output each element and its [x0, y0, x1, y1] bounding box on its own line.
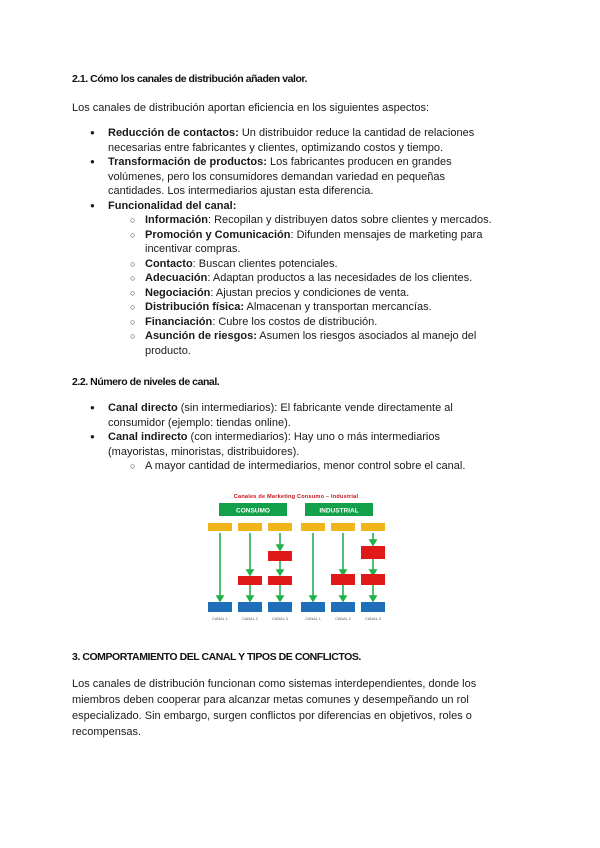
- customer-box: [331, 602, 355, 612]
- intermediary-box: [268, 576, 292, 585]
- list-item: ● Canal directo (sin intermediarios): El fabricante vende directamente al consumidor (ejemplo: tiendas online).: [90, 401, 500, 430]
- arrow-head: [247, 596, 253, 601]
- arrow-head: [217, 596, 223, 601]
- customer-box: [268, 602, 292, 612]
- list-item: ● Funcionalidad del canal: ○ Información: Recopilan y distribuyen datos sobre clientes y mercados. ○ Promoción y Comunicación: Difunden mensajes de marketing para incentivar compras. ○ Contacto: Buscan clientes potenciales. ○ Adecuación: Adaptan productos a las necesidades de los clientes. ○ Negociación: Ajustan precios y condiciones de venta. ○ Distribución física: Almacenan y transportan mercancías. ○ Financiación: Cubre los costos de distribución. ○ Asunción de riesgos: Asumen los riesgos asociados al manejo del producto.: [90, 199, 500, 359]
- channel-levels-list: [90, 401, 500, 474]
- list-item: ○ Negociación: Ajustan precios y condiciones de venta.: [130, 286, 500, 301]
- arrow-head: [310, 596, 316, 601]
- list-item: ● Reducción de contactos: Un distribuidor reduce la cantidad de relaciones necesarias entre fabricantes y clientes, optimizando costos y tiempo.: [90, 126, 500, 155]
- section-3-heading: 3. COMPORTAMIENTO DEL CANAL Y TIPOS DE CONFLICTOS.: [72, 651, 361, 663]
- section-2-1-heading: 2.1. Cómo los canales de distribución añaden valor.: [72, 73, 307, 85]
- intermediary-box: [361, 574, 385, 585]
- arrow-head: [277, 596, 283, 601]
- list-item: ○ Financiación: Cubre los costos de distribución.: [130, 315, 500, 330]
- customer-box: [208, 602, 232, 612]
- arrow-head: [247, 570, 253, 575]
- diagram-title: Canales de Marketing Consumo – Industrial: [233, 494, 359, 500]
- producer-box: [268, 523, 292, 531]
- section-2-2-heading: 2.2. Número de niveles de canal.: [72, 376, 220, 388]
- value-aspects-list: [90, 126, 500, 358]
- customer-box: [238, 602, 262, 612]
- canal-label: CANAL 2: [335, 617, 351, 621]
- list-item: ○ A mayor cantidad de intermediarios, menor control sobre el canal.: [130, 459, 500, 474]
- marketing-channels-diagram: [206, 490, 386, 625]
- arrow-head: [370, 540, 376, 545]
- customer-box: [361, 602, 385, 612]
- canal-label: CANAL 1: [305, 617, 321, 621]
- list-item: ○ Adecuación: Adaptan productos a las necesidades de los clientes.: [130, 271, 500, 286]
- arrow-head: [277, 545, 283, 550]
- consumo-label: CONSUMO: [236, 507, 270, 515]
- arrow-head: [370, 596, 376, 601]
- arrow-head: [277, 570, 283, 575]
- sub-list: [130, 459, 500, 474]
- customer-box: [301, 602, 325, 612]
- arrow-head: [340, 596, 346, 601]
- producer-box: [238, 523, 262, 531]
- channel-functions-list: [130, 213, 500, 358]
- intermediary-box: [268, 551, 292, 561]
- canal-label: CANAL 2: [242, 617, 258, 621]
- list-item: ○ Promoción y Comunicación: Difunden mensajes de marketing para incentivar compras.: [130, 228, 500, 257]
- intermediary-box: [238, 576, 262, 585]
- section-2-1-intro: Los canales de distribución aportan eficiencia en los siguientes aspectos:: [72, 102, 430, 114]
- producer-box: [331, 523, 355, 531]
- canal-label: CANAL 3: [272, 617, 288, 621]
- list-item: ● Transformación de productos: Los fabricantes producen en grandes volúmenes, pero los consumidores demandan variedad en pequeñas cantidades. Los intermediarios ajustan esta diferencia.: [90, 155, 500, 199]
- industrial-label: INDUSTRIAL: [319, 507, 359, 515]
- list-item: ○ Información: Recopilan y distribuyen datos sobre clientes y mercados.: [130, 213, 500, 228]
- producer-box: [361, 523, 385, 531]
- section-3-paragraph: Los canales de distribución funcionan como sistemas interdependientes, donde los miembros deben cooperar para alcanzar metas comunes y desempeñando un rol especializado. Sin embargo, surgen conflictos por diferencias en objetivos, roles o recompensas.: [72, 678, 477, 738]
- producer-box: [208, 523, 232, 531]
- list-item: ● Canal indirecto (con intermediarios): Hay uno o más intermediarios (mayoristas, minoristas, distribuidores). ○ A mayor cantidad de intermediarios, menor control sobre el canal.: [90, 430, 500, 474]
- intermediary-box: [361, 546, 385, 559]
- producer-box: [301, 523, 325, 531]
- intermediary-box: [331, 574, 355, 585]
- list-item: ○ Asunción de riesgos: Asumen los riesgos asociados al manejo del producto.: [130, 329, 500, 358]
- canal-label: CANAL 3: [365, 617, 381, 621]
- canal-label: CANAL 1: [212, 617, 228, 621]
- list-item: ○ Contacto: Buscan clientes potenciales.: [130, 257, 500, 272]
- list-item: ○ Distribución física: Almacenan y transportan mercancías.: [130, 300, 500, 315]
